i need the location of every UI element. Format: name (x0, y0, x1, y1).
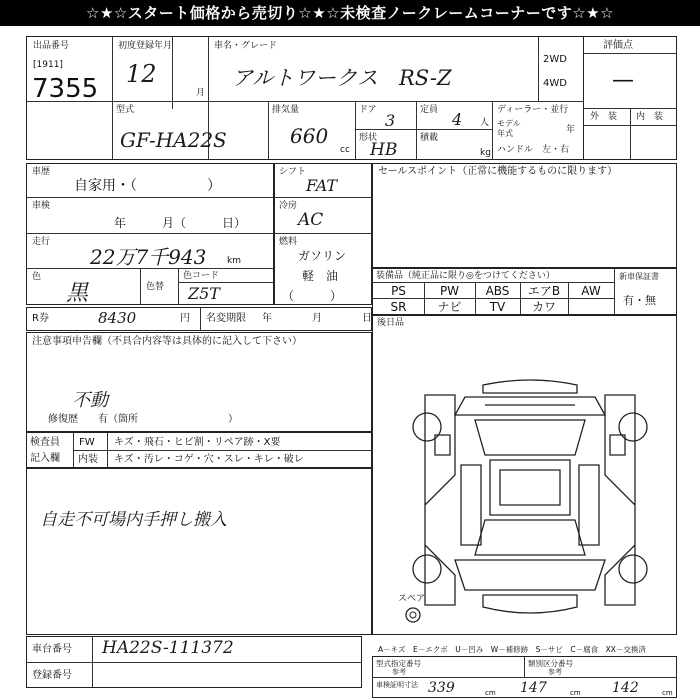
drive-2wd: 2WD (543, 54, 567, 65)
recycle-unit: 円 (180, 313, 190, 324)
cert-width-unit: cm (570, 689, 581, 697)
cert-height: 142 (612, 680, 639, 696)
dealer-year-unit: 年 (566, 125, 576, 135)
dealer-model-year: モデル 年式 (497, 119, 521, 138)
lot-label: 出品番号 (33, 41, 70, 51)
cert-ref-2: 参考 (548, 668, 562, 676)
color-value: 黒 (66, 281, 89, 306)
first-reg-unit: 月 (196, 88, 206, 98)
first-reg-label: 初度登録年月 (118, 41, 173, 51)
mileage-value: 22万7千943 (90, 245, 207, 269)
capacity-value: 4 (452, 110, 463, 129)
doors-value: 3 (385, 111, 396, 130)
cert-dims-label: 車検証明寸法 (376, 681, 418, 689)
spare-tire-icon (404, 606, 422, 624)
name-change-label: 名変期限 (206, 313, 246, 324)
warranty-value: 有・無 (623, 294, 656, 307)
repair-history: 修復歴 有（箇所 ） (48, 414, 238, 425)
banner: ☆★☆スタート価格から売切り☆★☆未検査ノークレームコーナーです☆★☆ (0, 0, 700, 26)
model-code-label: 型式 (116, 105, 135, 115)
model-name-value: アルトワークス RS-Z (232, 66, 452, 90)
inspector-fw-items: キズ・飛石・ヒビ割・リペア跡・X要 (114, 437, 281, 448)
cert-height-unit: cm (662, 689, 673, 697)
equip-abs: ABS (485, 284, 510, 298)
dealer-label: ディーラー・並行 (497, 105, 569, 115)
capacity-unit: 人 (480, 118, 490, 128)
cert-type-label: 型式指定番号 (376, 659, 421, 668)
damage-legend: A－キズ E－エクボ U－凹み W－補修跡 S－サビ C－腐食 XX－交換済 (378, 645, 646, 654)
car-damage-diagram (405, 375, 655, 623)
fuel-label: 燃料 (279, 237, 298, 247)
inspector-nai-items: キズ・汚レ・コゲ・穴・スレ・キレ・破レ (114, 454, 304, 465)
ac-value: AC (298, 210, 324, 230)
spare-label: スペア (398, 594, 426, 604)
displacement-unit: cc (340, 145, 350, 155)
shift-value: FAT (306, 176, 338, 195)
color-code-label: 色コード (183, 271, 220, 281)
equipment-label: 装備品（純正品に限り◎をつけてください） (376, 271, 555, 281)
cert-ref-1: 参考 (392, 668, 406, 676)
paint-label: 色替 (146, 282, 165, 292)
load-label: 積載 (420, 133, 439, 143)
color-label: 色 (32, 272, 42, 282)
sales-point-label: セールスポイント（正常に機能するものに限ります） (378, 166, 618, 177)
displacement-value: 660 (290, 124, 329, 148)
fuel-light-oil: 軽 油 (302, 269, 339, 283)
equip-tv: TV (489, 300, 506, 314)
recycle-label: R券 (32, 313, 49, 324)
reg-number-label: 登録番号 (32, 670, 72, 681)
lot-code: [1911] (33, 60, 63, 70)
chassis-value: HA22S-111372 (102, 638, 234, 658)
capacity-label: 定員 (420, 105, 439, 115)
history-label: 車歴 (32, 167, 51, 177)
equip-airbag: エアB (527, 284, 561, 298)
load-unit: kg (480, 148, 491, 158)
ac-label: 冷房 (279, 201, 298, 211)
model-name-label: 車名・グレード (214, 41, 278, 51)
shift-label: シフト (279, 167, 307, 177)
equip-navi: ナビ (437, 300, 462, 314)
rating-label: 評価点 (603, 40, 633, 51)
rating-value: — (612, 68, 634, 93)
equip-sr: SR (390, 300, 407, 314)
fuel-other: （ ） (282, 289, 343, 303)
equip-ps: PS (391, 284, 406, 298)
drive-4wd: 4WD (543, 78, 567, 89)
dealer-handle: ハンドル 左・右 (497, 145, 570, 155)
inspection-value: 年 月（ 日） (114, 216, 247, 230)
fuel-gas: ガソリン (298, 249, 347, 263)
sales-point-section (372, 163, 677, 268)
inspector-label-2: 記入欄 (30, 453, 60, 464)
cert-length: 339 (428, 680, 455, 696)
rear-label: 後日品 (377, 318, 405, 328)
mileage-label: 走行 (32, 237, 51, 247)
displacement-label: 排気量 (272, 105, 300, 115)
cert-length-unit: cm (485, 689, 496, 697)
inspector-fw: FW (79, 437, 95, 448)
mileage-unit: km (227, 256, 241, 266)
lot-number: 7355 (32, 74, 99, 104)
inspector-nai: 内装 (78, 454, 98, 465)
body-shape-value: HB (370, 140, 398, 160)
remarks-section (26, 468, 372, 635)
name-change-value: 年 月 日 (262, 313, 372, 324)
equip-pw: PW (439, 284, 460, 298)
doors-label: ドア (359, 105, 377, 115)
equip-leather: カワ (531, 300, 556, 314)
exterior-label: 外 装 (590, 112, 618, 122)
first-reg-value: 12 (126, 60, 157, 88)
interior-label: 内 装 (636, 112, 664, 122)
recycle-value: 8430 (98, 309, 137, 327)
cert-class-label: 類別区分番号 (528, 659, 573, 668)
warranty-label: 新車保証書 (619, 272, 659, 281)
model-code-value: GF-HA22S (120, 128, 227, 152)
color-code-value: Z5T (188, 284, 220, 303)
history-value: 自家用・（ ） (74, 178, 221, 194)
cert-width: 147 (520, 680, 547, 696)
notes-value: 不動 (72, 390, 108, 411)
inspection-label: 車検 (32, 201, 51, 211)
body-shape-label: 形状 (359, 133, 378, 143)
notes-label: 注意事項申告欄（不具合内容等は具体的に記入して下さい） (32, 336, 302, 347)
inspector-label-1: 検査員 (30, 437, 60, 448)
chassis-label: 車台番号 (32, 644, 72, 655)
remark-value: 自走不可場内手押し搬入 (40, 510, 227, 530)
equip-aw: AW (581, 284, 601, 298)
